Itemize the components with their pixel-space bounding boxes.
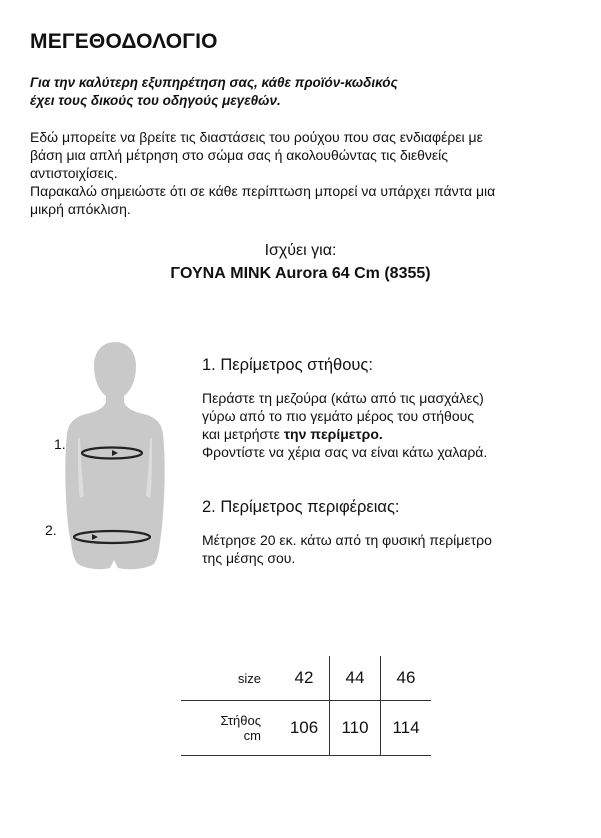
body-silhouette-icon — [50, 338, 180, 578]
chest-row-label — [181, 701, 279, 756]
applies-to-block — [0, 240, 601, 286]
description-text — [30, 128, 575, 218]
chest-value-cell: 110 — [330, 701, 381, 756]
chest-row-label-2: cm — [243, 728, 261, 743]
chest-line: γύρω από το πιο γεμάτο μέρος του στήθους — [202, 408, 475, 424]
page-title: ΜΕΓΕΘΟΔΟΛΟΓΙΟ — [30, 30, 218, 53]
figure-marker-1: 1. — [54, 436, 66, 452]
hips-section — [202, 498, 562, 567]
intro-line: έχει τους δικούς του οδηγούς μεγεθών. — [30, 93, 281, 108]
table-row — [181, 701, 431, 756]
chest-line-text: και μετρήστε — [202, 426, 284, 442]
size-table — [181, 656, 431, 756]
size-header-label: size — [181, 656, 279, 701]
description-line: αντιστοιχίσεις. — [30, 165, 118, 181]
chest-line: Φροντίστε να χέρια σας να είναι κάτω χαλαρά. — [202, 444, 488, 460]
chest-value-cell: 106 — [279, 701, 330, 756]
chest-value-cell: 114 — [381, 701, 432, 756]
chest-section — [202, 356, 562, 461]
hips-heading: 2. Περίμετρος περιφέρειας: — [202, 498, 400, 516]
size-cell: 44 — [330, 656, 381, 701]
body-silhouette-figure — [50, 338, 180, 578]
size-cell: 46 — [381, 656, 432, 701]
chest-heading: 1. Περίμετρος στήθους: — [202, 356, 373, 374]
table-row — [181, 656, 431, 701]
intro-line: Για την καλύτερη εξυπηρέτηση σας, κάθε προϊόν-κωδικός — [30, 75, 398, 90]
intro-text — [30, 74, 570, 110]
chest-line-bold: την περίμετρο. — [283, 426, 383, 442]
hips-line: της μέσης σου. — [202, 550, 296, 566]
product-name: ΓΟΥΝΑ MINK Aurora 64 Cm (8355) — [170, 265, 431, 282]
description-line: Παρακαλώ σημειώστε ότι σε κάθε περίπτωση μπορεί να υπάρχει πάντα μια — [30, 183, 496, 199]
size-cell: 42 — [279, 656, 330, 701]
hips-line: Μέτρησε 20 εκ. κάτω από τη φυσική περίμετρο — [202, 532, 492, 548]
applies-label: Ισχύει για: — [264, 242, 337, 259]
chest-line — [202, 425, 562, 443]
description-line: βάση μια απλή μέτρηση στο σώμα σας ή ακολουθώντας τις διεθνείς — [30, 147, 449, 163]
description-line: Εδώ μπορείτε να βρείτε τις διαστάσεις του ρούχου που σας ενδιαφέρει με — [30, 129, 483, 145]
chest-row-label-1: Στήθος — [220, 713, 261, 728]
chest-line: Περάστε τη μεζούρα (κάτω από τις μασχάλες) — [202, 390, 484, 406]
description-line: μικρή απόκλιση. — [30, 201, 131, 217]
figure-marker-2: 2. — [45, 522, 57, 538]
